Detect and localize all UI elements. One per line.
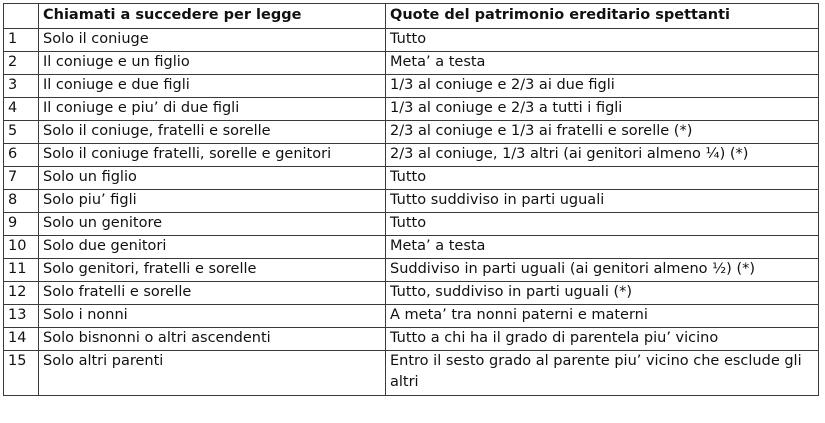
row-share: Meta’ a testa xyxy=(386,52,819,75)
table-row xyxy=(4,121,819,144)
table-row xyxy=(4,144,819,167)
row-heirs: Solo i nonni xyxy=(39,305,386,328)
row-share: Tutto suddiviso in parti uguali xyxy=(386,190,819,213)
row-heirs: Solo genitori, fratelli e sorelle xyxy=(39,259,386,282)
header-row xyxy=(4,4,819,29)
table-row xyxy=(4,52,819,75)
row-number: 3 xyxy=(4,75,39,98)
row-number: 8 xyxy=(4,190,39,213)
row-heirs: Solo altri parenti xyxy=(39,351,386,396)
row-heirs: Solo il coniuge fratelli, sorelle e genitori xyxy=(39,144,386,167)
table-row xyxy=(4,167,819,190)
row-share: Tutto xyxy=(386,167,819,190)
table-row xyxy=(4,282,819,305)
row-number: 7 xyxy=(4,167,39,190)
row-number: 2 xyxy=(4,52,39,75)
row-heirs: Solo un figlio xyxy=(39,167,386,190)
row-heirs: Solo un genitore xyxy=(39,213,386,236)
table-row xyxy=(4,351,819,396)
row-number: 6 xyxy=(4,144,39,167)
row-share: Meta’ a testa xyxy=(386,236,819,259)
table-row xyxy=(4,190,819,213)
row-heirs: Solo bisnonni o altri ascendenti xyxy=(39,328,386,351)
row-heirs: Solo il coniuge xyxy=(39,29,386,52)
row-heirs: Il coniuge e piu’ di due figli xyxy=(39,98,386,121)
row-number: 5 xyxy=(4,121,39,144)
row-share: Suddiviso in parti uguali (ai genitori almeno ½) (*) xyxy=(386,259,819,282)
header-share: Quote del patrimonio ereditario spettanti xyxy=(386,4,819,29)
row-number: 13 xyxy=(4,305,39,328)
row-number: 9 xyxy=(4,213,39,236)
table-row xyxy=(4,98,819,121)
inheritance-table xyxy=(3,3,819,396)
row-number: 12 xyxy=(4,282,39,305)
row-heirs: Solo fratelli e sorelle xyxy=(39,282,386,305)
row-share: 1/3 al coniuge e 2/3 ai due figli xyxy=(386,75,819,98)
row-heirs: Solo due genitori xyxy=(39,236,386,259)
row-share: Tutto xyxy=(386,29,819,52)
row-number: 11 xyxy=(4,259,39,282)
table-row xyxy=(4,259,819,282)
row-heirs: Il coniuge e un figlio xyxy=(39,52,386,75)
row-share: 2/3 al coniuge e 1/3 ai fratelli e sorelle (*) xyxy=(386,121,819,144)
row-number: 1 xyxy=(4,29,39,52)
row-share: Entro il sesto grado al parente piu’ vicino che esclude gli altri xyxy=(386,351,819,396)
table-row xyxy=(4,305,819,328)
table-row xyxy=(4,29,819,52)
row-share: 1/3 al coniuge e 2/3 a tutti i figli xyxy=(386,98,819,121)
row-share: Tutto a chi ha il grado di parentela piu’ vicino xyxy=(386,328,819,351)
row-number: 4 xyxy=(4,98,39,121)
row-number: 10 xyxy=(4,236,39,259)
header-number xyxy=(4,4,39,29)
row-number: 14 xyxy=(4,328,39,351)
table-row xyxy=(4,213,819,236)
table-row xyxy=(4,75,819,98)
row-share: Tutto xyxy=(386,213,819,236)
row-heirs: Solo piu’ figli xyxy=(39,190,386,213)
row-heirs: Il coniuge e due figli xyxy=(39,75,386,98)
row-share: A meta’ tra nonni paterni e materni xyxy=(386,305,819,328)
row-number: 15 xyxy=(4,351,39,396)
table-row xyxy=(4,328,819,351)
row-share: Tutto, suddiviso in parti uguali (*) xyxy=(386,282,819,305)
row-share: 2/3 al coniuge, 1/3 altri (ai genitori almeno ¼) (*) xyxy=(386,144,819,167)
row-heirs: Solo il coniuge, fratelli e sorelle xyxy=(39,121,386,144)
header-heirs: Chiamati a succedere per legge xyxy=(39,4,386,29)
table-row xyxy=(4,236,819,259)
